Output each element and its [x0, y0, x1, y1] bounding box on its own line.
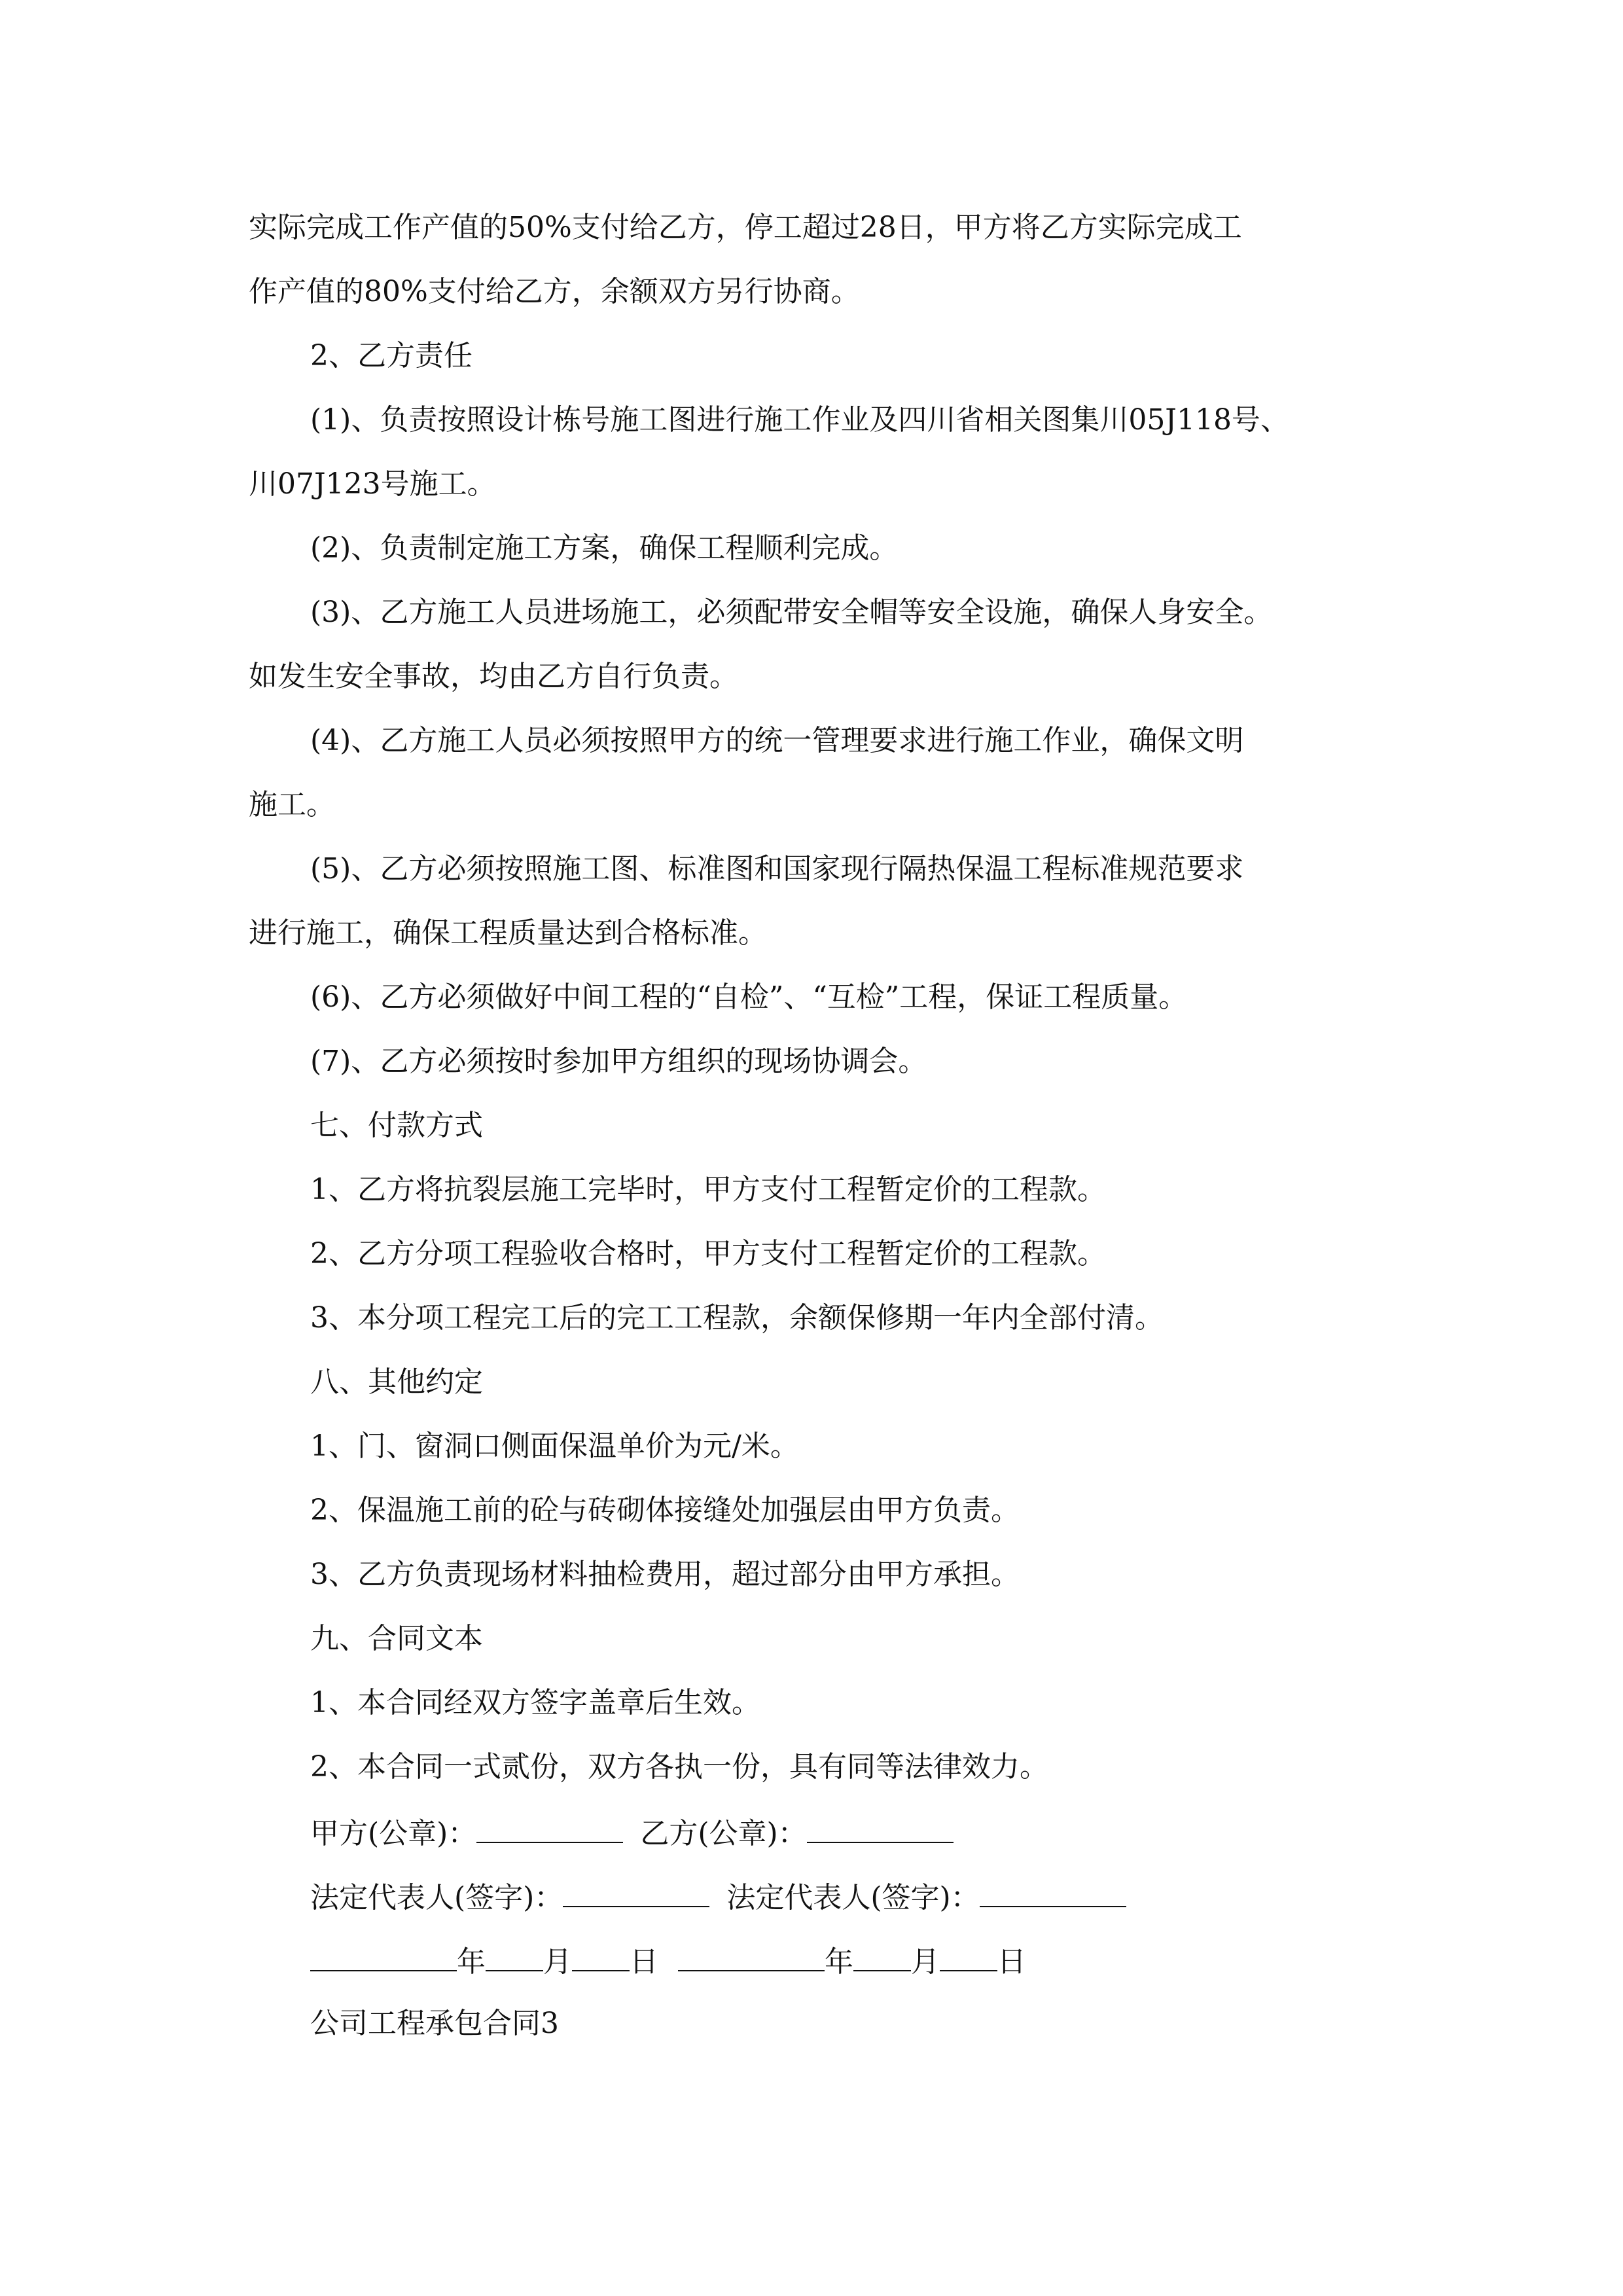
text-line-1: 实际完成工作产值的50%支付给乙方，停工超过28日，甲方将乙方实际完成工 — [249, 211, 1242, 244]
party-a-seal-blank[interactable] — [476, 1812, 623, 1843]
text-line-20: 1、门、窗洞口侧面保温单价为元/米。 — [310, 1429, 799, 1463]
text-line-24: 1、本合同经双方签字盖章后生效。 — [310, 1686, 760, 1719]
text-line-4: (1)、负责按照设计栋号施工图进行施工作业及四川省相关图集川05J118号、 — [310, 403, 1289, 437]
rep-b-blank[interactable] — [980, 1876, 1126, 1907]
text-line-13: (6)、乙方必须做好中间工程的“自检”、“互检”工程，保证工程质量。 — [310, 980, 1188, 1014]
text-line-14: (7)、乙方必须按时参加甲方组织的现场协调会。 — [310, 1045, 927, 1078]
date-b-month-blank[interactable] — [853, 1940, 911, 1971]
party-b-seal-label: 乙方(公章)： — [640, 1817, 807, 1850]
section-heading-other: 八、其他约定 — [310, 1365, 483, 1399]
text-line-6: (2)、负责制定施工方案，确保工程顺利完成。 — [310, 531, 899, 565]
date-b-day-label: 日 — [997, 1945, 1026, 1979]
next-contract-title: 公司工程承包合同3 — [310, 2007, 559, 2040]
date-a-day-label: 日 — [630, 1945, 658, 1979]
text-line-25: 2、本合同一式贰份，双方各执一份，具有同等法律效力。 — [310, 1750, 1048, 1784]
date-a-day-blank[interactable] — [572, 1940, 630, 1971]
text-line-7: (3)、乙方施工人员进场施工，必须配带安全帽等安全设施，确保人身安全。 — [310, 596, 1273, 629]
rep-a-blank[interactable] — [563, 1876, 709, 1907]
seal-line — [310, 1812, 954, 1854]
text-line-11: (5)、乙方必须按照施工图、标准图和国家现行隔热保温工程标准规范要求 — [310, 852, 1244, 886]
representative-line — [310, 1876, 1126, 1918]
text-line-2: 作产值的80%支付给乙方，余额双方另行协商。 — [249, 275, 860, 308]
text-line-5: 川07J123号施工。 — [249, 467, 496, 501]
section-heading-contract-text: 九、合同文本 — [310, 1622, 483, 1655]
date-b-month-label: 月 — [911, 1945, 940, 1979]
text-line-16: 1、乙方将抗裂层施工完毕时，甲方支付工程暂定价的工程款。 — [310, 1173, 1106, 1206]
text-line-8: 如发生安全事故，均由乙方自行负责。 — [249, 660, 738, 693]
party-b-seal-blank[interactable] — [807, 1812, 954, 1843]
rep-b-label: 法定代表人(签字)： — [726, 1881, 980, 1914]
party-a-seal-label: 甲方(公章)： — [310, 1817, 477, 1850]
date-line — [310, 1940, 1026, 1982]
date-b-day-blank[interactable] — [940, 1940, 997, 1971]
text-line-18: 3、本分项工程完工后的完工工程款，余额保修期一年内全部付清。 — [310, 1301, 1164, 1335]
text-line-12: 进行施工，确保工程质量达到合格标准。 — [249, 916, 767, 950]
text-line-17: 2、乙方分项工程验收合格时，甲方支付工程暂定价的工程款。 — [310, 1237, 1106, 1270]
date-a-month-label: 月 — [543, 1945, 572, 1979]
date-b-year-blank[interactable] — [678, 1940, 825, 1971]
date-a-month-blank[interactable] — [486, 1940, 543, 1971]
text-line-9: (4)、乙方施工人员必须按照甲方的统一管理要求进行施工作业，确保文明 — [310, 724, 1244, 757]
text-line-10: 施工。 — [249, 788, 335, 821]
section-heading-party-b-duty: 2、乙方责任 — [310, 339, 473, 372]
text-line-22: 3、乙方负责现场材料抽检费用，超过部分由甲方承担。 — [310, 1558, 1020, 1591]
section-heading-payment: 七、付款方式 — [310, 1109, 483, 1142]
rep-a-label: 法定代表人(签字)： — [310, 1881, 563, 1914]
text-line-21: 2、保温施工前的砼与砖砌体接缝处加强层由甲方负责。 — [310, 1494, 1020, 1527]
date-b-year-label: 年 — [825, 1945, 853, 1979]
date-a-year-blank[interactable] — [310, 1940, 457, 1971]
date-a-year-label: 年 — [457, 1945, 486, 1979]
